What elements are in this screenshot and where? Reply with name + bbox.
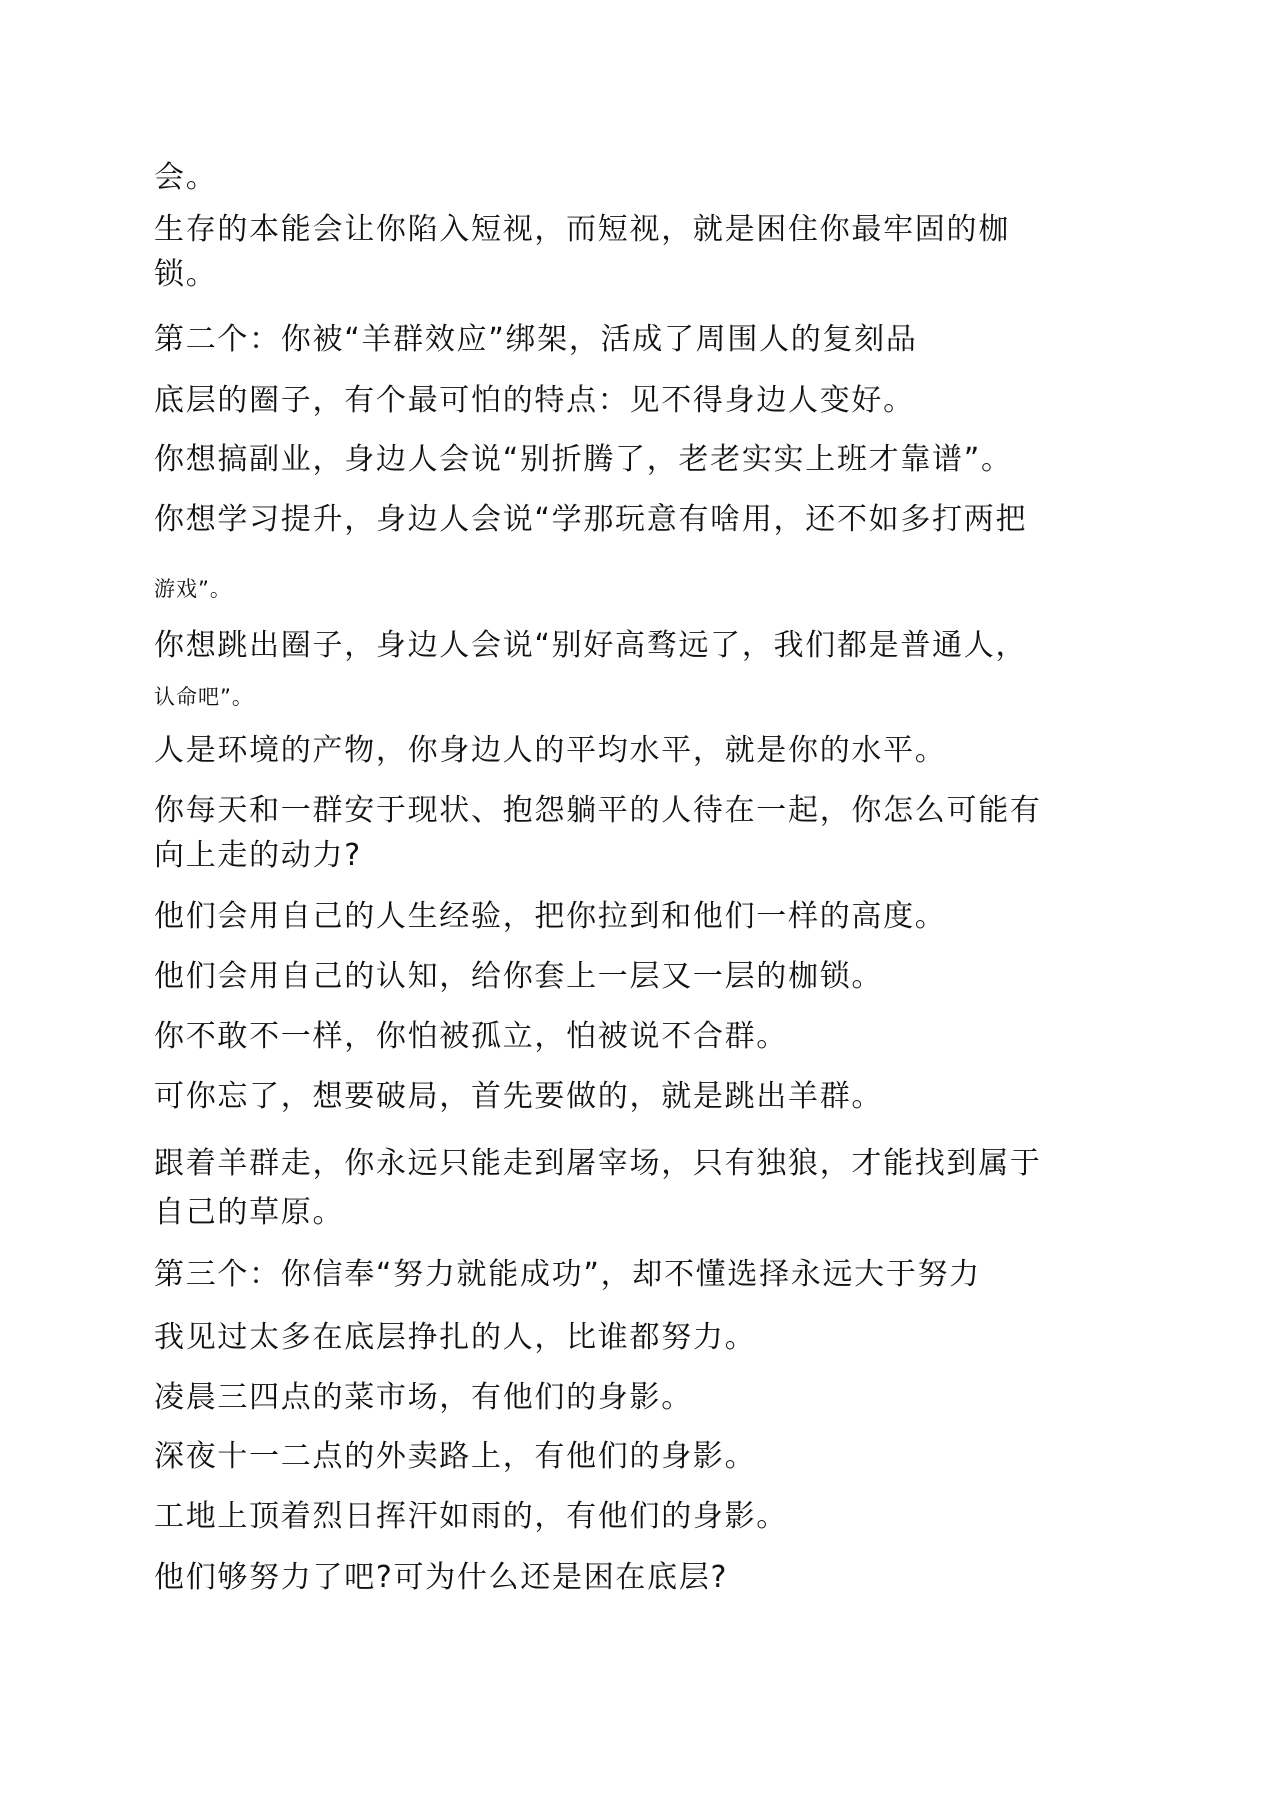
text-line: 认命吧”。 — [154, 685, 254, 709]
text-line: 向上走的动力? — [154, 838, 362, 873]
text-line: 可你忘了，想要破局，首先要做的，就是跳出羊群。 — [154, 1079, 884, 1114]
text-line: 他们会用自己的认知，给你套上一层又一层的枷锁。 — [154, 959, 884, 994]
text-line: 底层的圈子，有个最可怕的特点：见不得身边人变好。 — [154, 383, 915, 418]
text-line: 你想学习提升，身边人会说“学那玩意有啥用，还不如多打两把 — [154, 502, 1028, 537]
text-line: 他们会用自己的人生经验，把你拉到和他们一样的高度。 — [154, 899, 947, 934]
text-line: 人是环境的产物，你身边人的平均水平，就是你的水平。 — [154, 733, 947, 768]
text-line: 深夜十一二点的外卖路上，有他们的身影。 — [154, 1439, 757, 1474]
section-heading: 第二个：你被“羊群效应”绑架，活成了周围人的复刻品 — [154, 322, 918, 357]
text-line: 生存的本能会让你陷入短视，而短视，就是困住你最牢固的枷 — [154, 212, 1010, 247]
section-heading: 第三个：你信奉“努力就能成功”，却不懂选择永远大于努力 — [154, 1257, 981, 1292]
text-line: 工地上顶着烈日挥汗如雨的，有他们的身影。 — [154, 1499, 788, 1534]
text-line: 我见过太多在底层挣扎的人，比谁都努力。 — [154, 1320, 757, 1355]
text-line: 他们够努力了吧?可为什么还是困在底层? — [154, 1560, 729, 1595]
text-line: 会。 — [154, 160, 218, 195]
text-line: 你每天和一群安于现状、抱怨躺平的人待在一起，你怎么可能有 — [154, 793, 1042, 828]
text-line: 凌晨三四点的菜市场，有他们的身影。 — [154, 1380, 693, 1415]
text-line: 你不敢不一样，你怕被孤立，怕被说不合群。 — [154, 1019, 788, 1054]
text-line: 锁。 — [154, 257, 218, 292]
text-line: 你想搞副业，身边人会说“别折腾了，老老实实上班才靠谱”。 — [154, 442, 1013, 477]
text-line: 你想跳出圈子，身边人会说“别好高骛远了，我们都是普通人， — [154, 628, 1028, 663]
text-line: 游戏”。 — [154, 577, 232, 601]
text-line: 自己的草原。 — [154, 1195, 345, 1230]
text-line: 跟着羊群走，你永远只能走到屠宰场，只有独狼，才能找到属于 — [154, 1146, 1042, 1181]
